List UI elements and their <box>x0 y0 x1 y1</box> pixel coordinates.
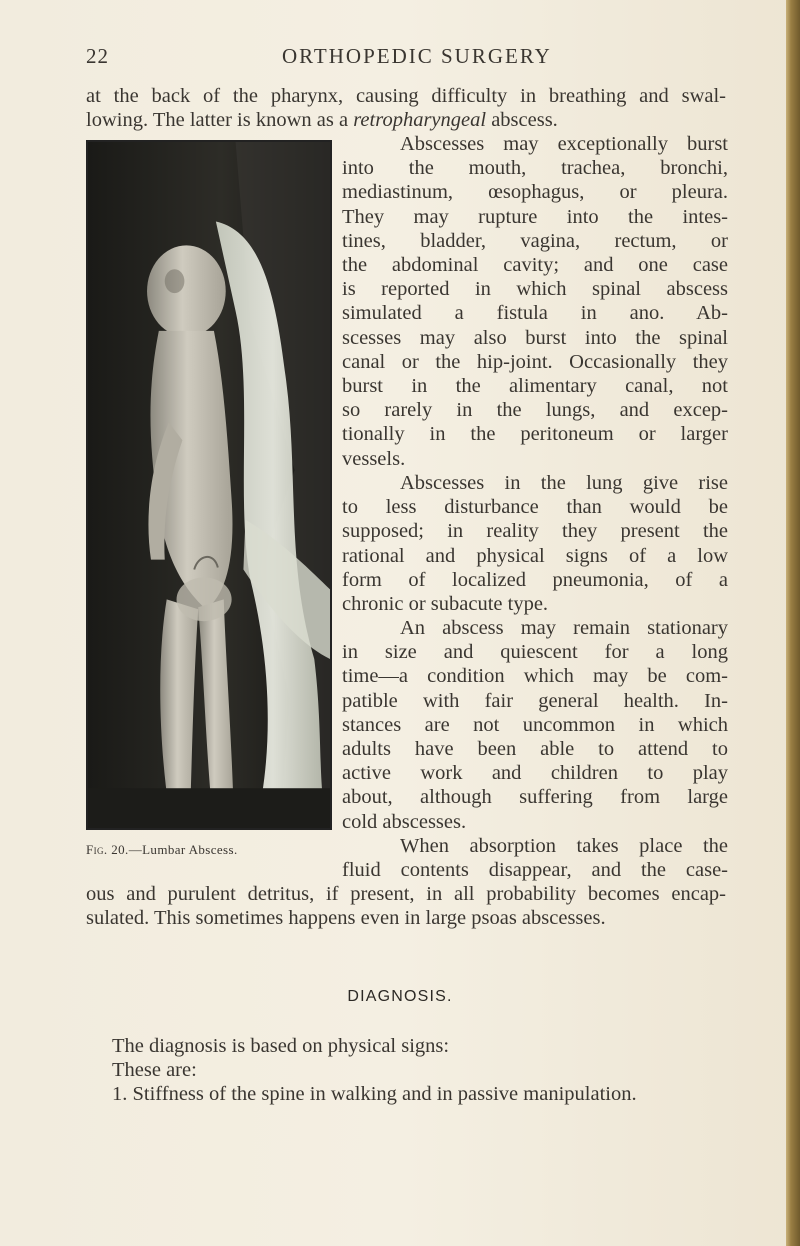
text-line: form of localized pneumonia, of a <box>342 568 728 591</box>
column-paragraph-1 <box>342 132 728 471</box>
intro-line: at the back of the pharynx, causing difficulty in breathing and swal- <box>86 85 726 107</box>
text-line: The diagnosis is based on physical signs: <box>112 1035 450 1057</box>
text-line: chronic or subacute type. <box>342 593 549 616</box>
diagnosis-text <box>112 1034 732 1107</box>
figure-plate <box>86 140 332 830</box>
text-line: sulated. This sometimes happens even in large psoas abscesses. <box>86 907 606 930</box>
figure-photograph <box>88 142 330 828</box>
text-line: into the mouth, trachea, bronchi, <box>342 157 728 180</box>
column-paragraph-4 <box>342 834 728 882</box>
column-paragraph-2 <box>342 471 728 616</box>
figure-caption <box>86 842 332 858</box>
text-line: tines, bladder, vagina, rectum, or <box>342 229 728 252</box>
text-line: When absorption takes place the <box>400 835 728 857</box>
text-line: cold abscesses. <box>342 810 467 833</box>
section-heading: DIAGNOSIS. <box>347 988 453 1005</box>
intro-line-start: lowing. The latter is known as a <box>86 109 354 132</box>
text-line: canal or the hip-joint. Occasionally they <box>342 350 728 373</box>
text-line: An abscess may remain stationary <box>400 617 728 639</box>
closing-text <box>86 882 726 930</box>
text-line: mediastinum, œsophagus, or pleura. <box>342 181 728 204</box>
text-line: supposed; in reality they present the <box>342 520 728 543</box>
page-number: 22 <box>86 44 109 68</box>
text-line: time—a condition which may be com- <box>342 665 728 688</box>
text-line: the abdominal cavity; and one case <box>342 254 728 277</box>
intro-line <box>86 108 726 132</box>
text-line: fluid contents disappear, and the case- <box>342 859 728 882</box>
text-line: adults have been able to attend to <box>342 738 728 761</box>
text-line: patible with fair general health. In- <box>342 689 728 712</box>
running-head: ORTHOPEDIC SURGERY <box>282 44 552 68</box>
page-edge <box>786 0 800 1246</box>
text-line: Abscesses in the lung give rise <box>400 472 728 494</box>
intro-text <box>86 84 726 132</box>
page-header <box>86 44 760 72</box>
text-line: simulated a fistula in ano. Ab- <box>342 302 728 325</box>
text-line: tionally in the peritoneum or larger <box>342 423 728 446</box>
text-line: Abscesses may exceptionally burst <box>400 133 728 155</box>
figure-caption-text: —Lumbar Abscess. <box>128 842 238 857</box>
text-line: stances are not uncommon in which <box>342 713 728 736</box>
text-line: rational and physical signs of a low <box>342 544 728 567</box>
text-line: They may rupture into the intes- <box>342 205 728 228</box>
figure-label: Fig. 20. <box>86 842 129 857</box>
text-line: active work and children to play <box>342 762 728 785</box>
text-line: to less disturbance than would be <box>342 496 728 519</box>
column-paragraph-3 <box>342 616 728 834</box>
italic-term: retropharyngeal <box>353 109 487 132</box>
text-line: is reported in which spinal abscess <box>342 278 728 301</box>
intro-line-end: abscess. <box>486 109 558 132</box>
text-line: about, although suffering from large <box>342 786 728 809</box>
text-line: These are: <box>112 1059 197 1082</box>
text-line: so rarely in the lungs, and excep- <box>342 399 728 422</box>
text-line: in size and quiescent for a long <box>342 641 728 664</box>
text-line: scesses may also burst into the spinal <box>342 326 728 349</box>
list-item: 1. Stiffness of the spine in walking and in passive manipulation. <box>112 1083 637 1106</box>
text-line: burst in the alimentary canal, not <box>342 375 728 398</box>
text-line: ous and purulent detritus, if present, in all probability becomes encap- <box>86 883 726 905</box>
text-line: vessels. <box>342 447 406 470</box>
